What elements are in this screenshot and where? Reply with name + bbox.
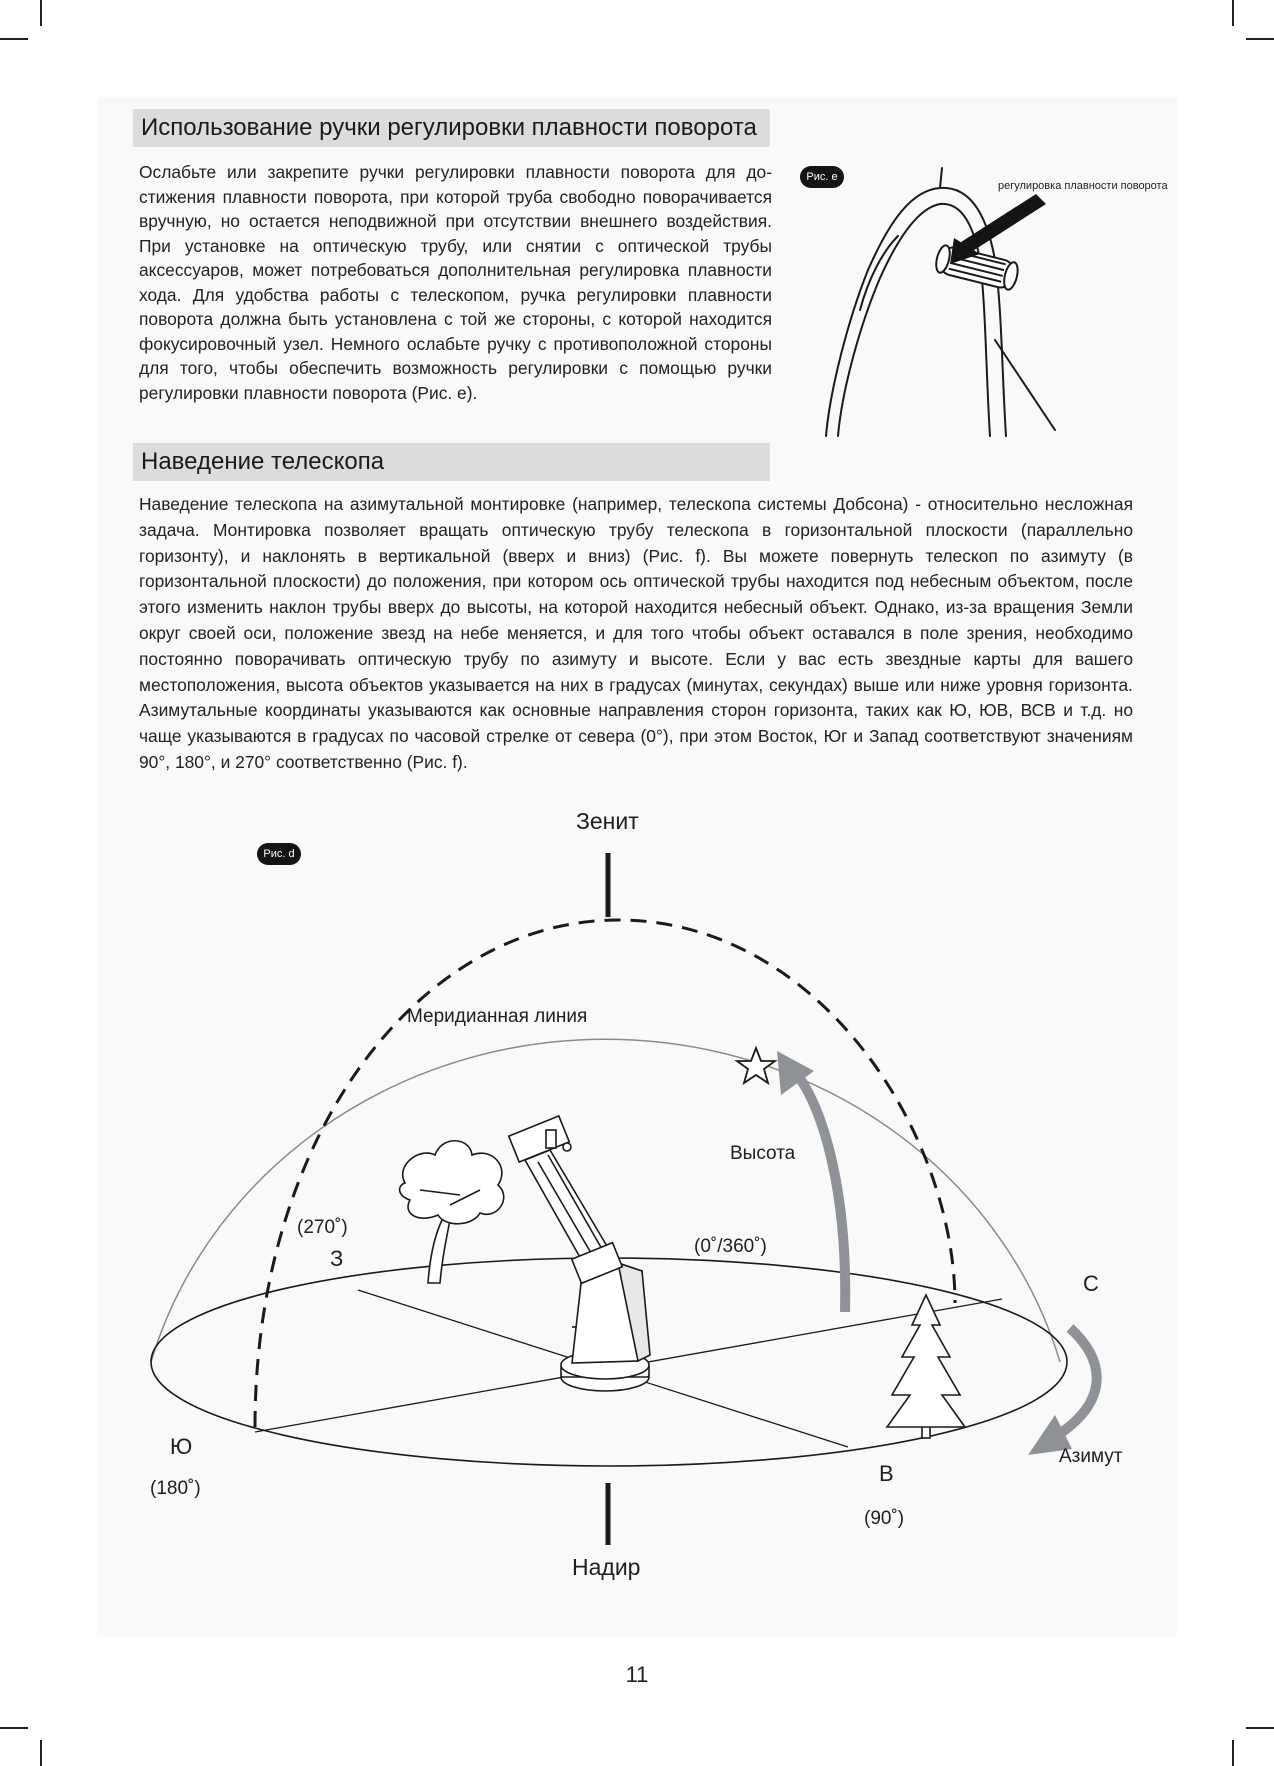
mount-arm-edge: [940, 168, 942, 188]
azimuth-label: Азимут: [1059, 1446, 1123, 1467]
altitude-arrow: [790, 1067, 845, 1312]
callout-arrow: [958, 194, 1046, 254]
east-degree-label: (90˚): [864, 1508, 905, 1529]
figure-e-badge: Рис. е: [800, 166, 844, 188]
altitude-label: Высота: [730, 1143, 796, 1164]
zenith-label: Зенит: [576, 808, 639, 834]
crop-mark: [0, 38, 28, 40]
tension-knob: [934, 244, 1020, 291]
section-paragraph-pointing: Наведение телескопа на азимутальной монтировке (например, телескопа системы Добсона) - относительно несложная задача. Монтировка позволяет вращать оптическую трубу телескопа в горизонтальной плоскости (параллельно горизонту), и наклонять в вертикальной (вверх и вниз) (Рис. f). Вы можете повернуть телескоп по азимуту (в горизонтальной плоскости) до положения, при котором ось оптической трубы находится под небесным объектом, после этого изменить наклон трубы вверх до высоты, на которой находится небесный объект. Однако, из-за вращения Земли округ своей оси, положение звезд на небе меняется, и для того чтобы объект оставался в поле зрения, необходимо постоянно поворачивать оптическую трубу по азимуту и высоте. Если у вас есть звездные карты для вашего местоположения, высота объектов указывается на них в градусах (минутах, секундах) выше или ниже уровня горизонта. Азимутальные координаты указываются как основные направления сторон горизонта, таких как Ю, ЮВ, ВСВ и т.д. но чаще указываются в градусах по часовой стрелке от севера (0°), при этом Восток, Юг и Запад соответствуют значениям 90°, 180°, и 270° соответственно (Рис. f).: [139, 494, 1133, 772]
crop-mark: [40, 0, 42, 26]
dobsonian-telescope-icon: [509, 1116, 650, 1391]
crop-mark: [0, 1727, 28, 1729]
figure-d-badge: Рис. d: [257, 843, 301, 865]
crop-mark: [1232, 0, 1234, 26]
west-label: З: [330, 1246, 344, 1271]
north-label: С: [1083, 1271, 1099, 1296]
east-label: В: [879, 1461, 894, 1486]
azimuth-arrow: [1058, 1328, 1097, 1435]
crop-mark: [40, 1740, 42, 1766]
crop-mark: [1246, 1727, 1274, 1729]
conifer-tree-icon: [887, 1295, 965, 1438]
figure-e-illustration: [790, 160, 1180, 445]
section-heading-pointing: Наведение телескопа: [133, 443, 770, 481]
north-degree-label: (0˚/360˚): [694, 1236, 767, 1257]
nadir-label: Надир: [572, 1554, 641, 1580]
figure-e-callout-label: регулировка плавности поворота: [998, 180, 1168, 192]
crop-mark: [1232, 1740, 1234, 1766]
mount-arm-outer: [826, 188, 1006, 436]
star-icon: [737, 1048, 775, 1083]
section-heading-smoothness: Использование ручки регулировки плавности поворота: [133, 109, 770, 147]
section-paragraph-smoothness: Ослабьте или закрепите ручки регулировки плавности поворота для достижения плавности поворота, при которой труба свободно поворачивается вручную, но остается неподвижной при отсутствии внешнего воздействия. При установке на оптическую трубу, или снятии с оптической трубы аксессуаров, может потребоваться дополнительная регулировка плавности хода. Для удобства работы с телескопом, ручка регулировки плавности поворота должна быть установлена с той же стороны, с которой находится фокусировочный узел. Немного ослабьте ручку с противоположной стороны для того, чтобы обеспечить возможность регулировки с помощью ручки регулировки плавности поворота (Рис. е).: [139, 162, 772, 403]
crop-mark: [1246, 38, 1274, 40]
south-degree-label: (180˚): [150, 1478, 201, 1499]
meridian-line-label: Меридианная линия: [407, 1006, 588, 1027]
figure-d-illustration: [120, 795, 1170, 1615]
west-degree-label: (270˚): [297, 1217, 348, 1238]
south-label: Ю: [170, 1434, 193, 1459]
page-number: 11: [625, 1662, 649, 1687]
